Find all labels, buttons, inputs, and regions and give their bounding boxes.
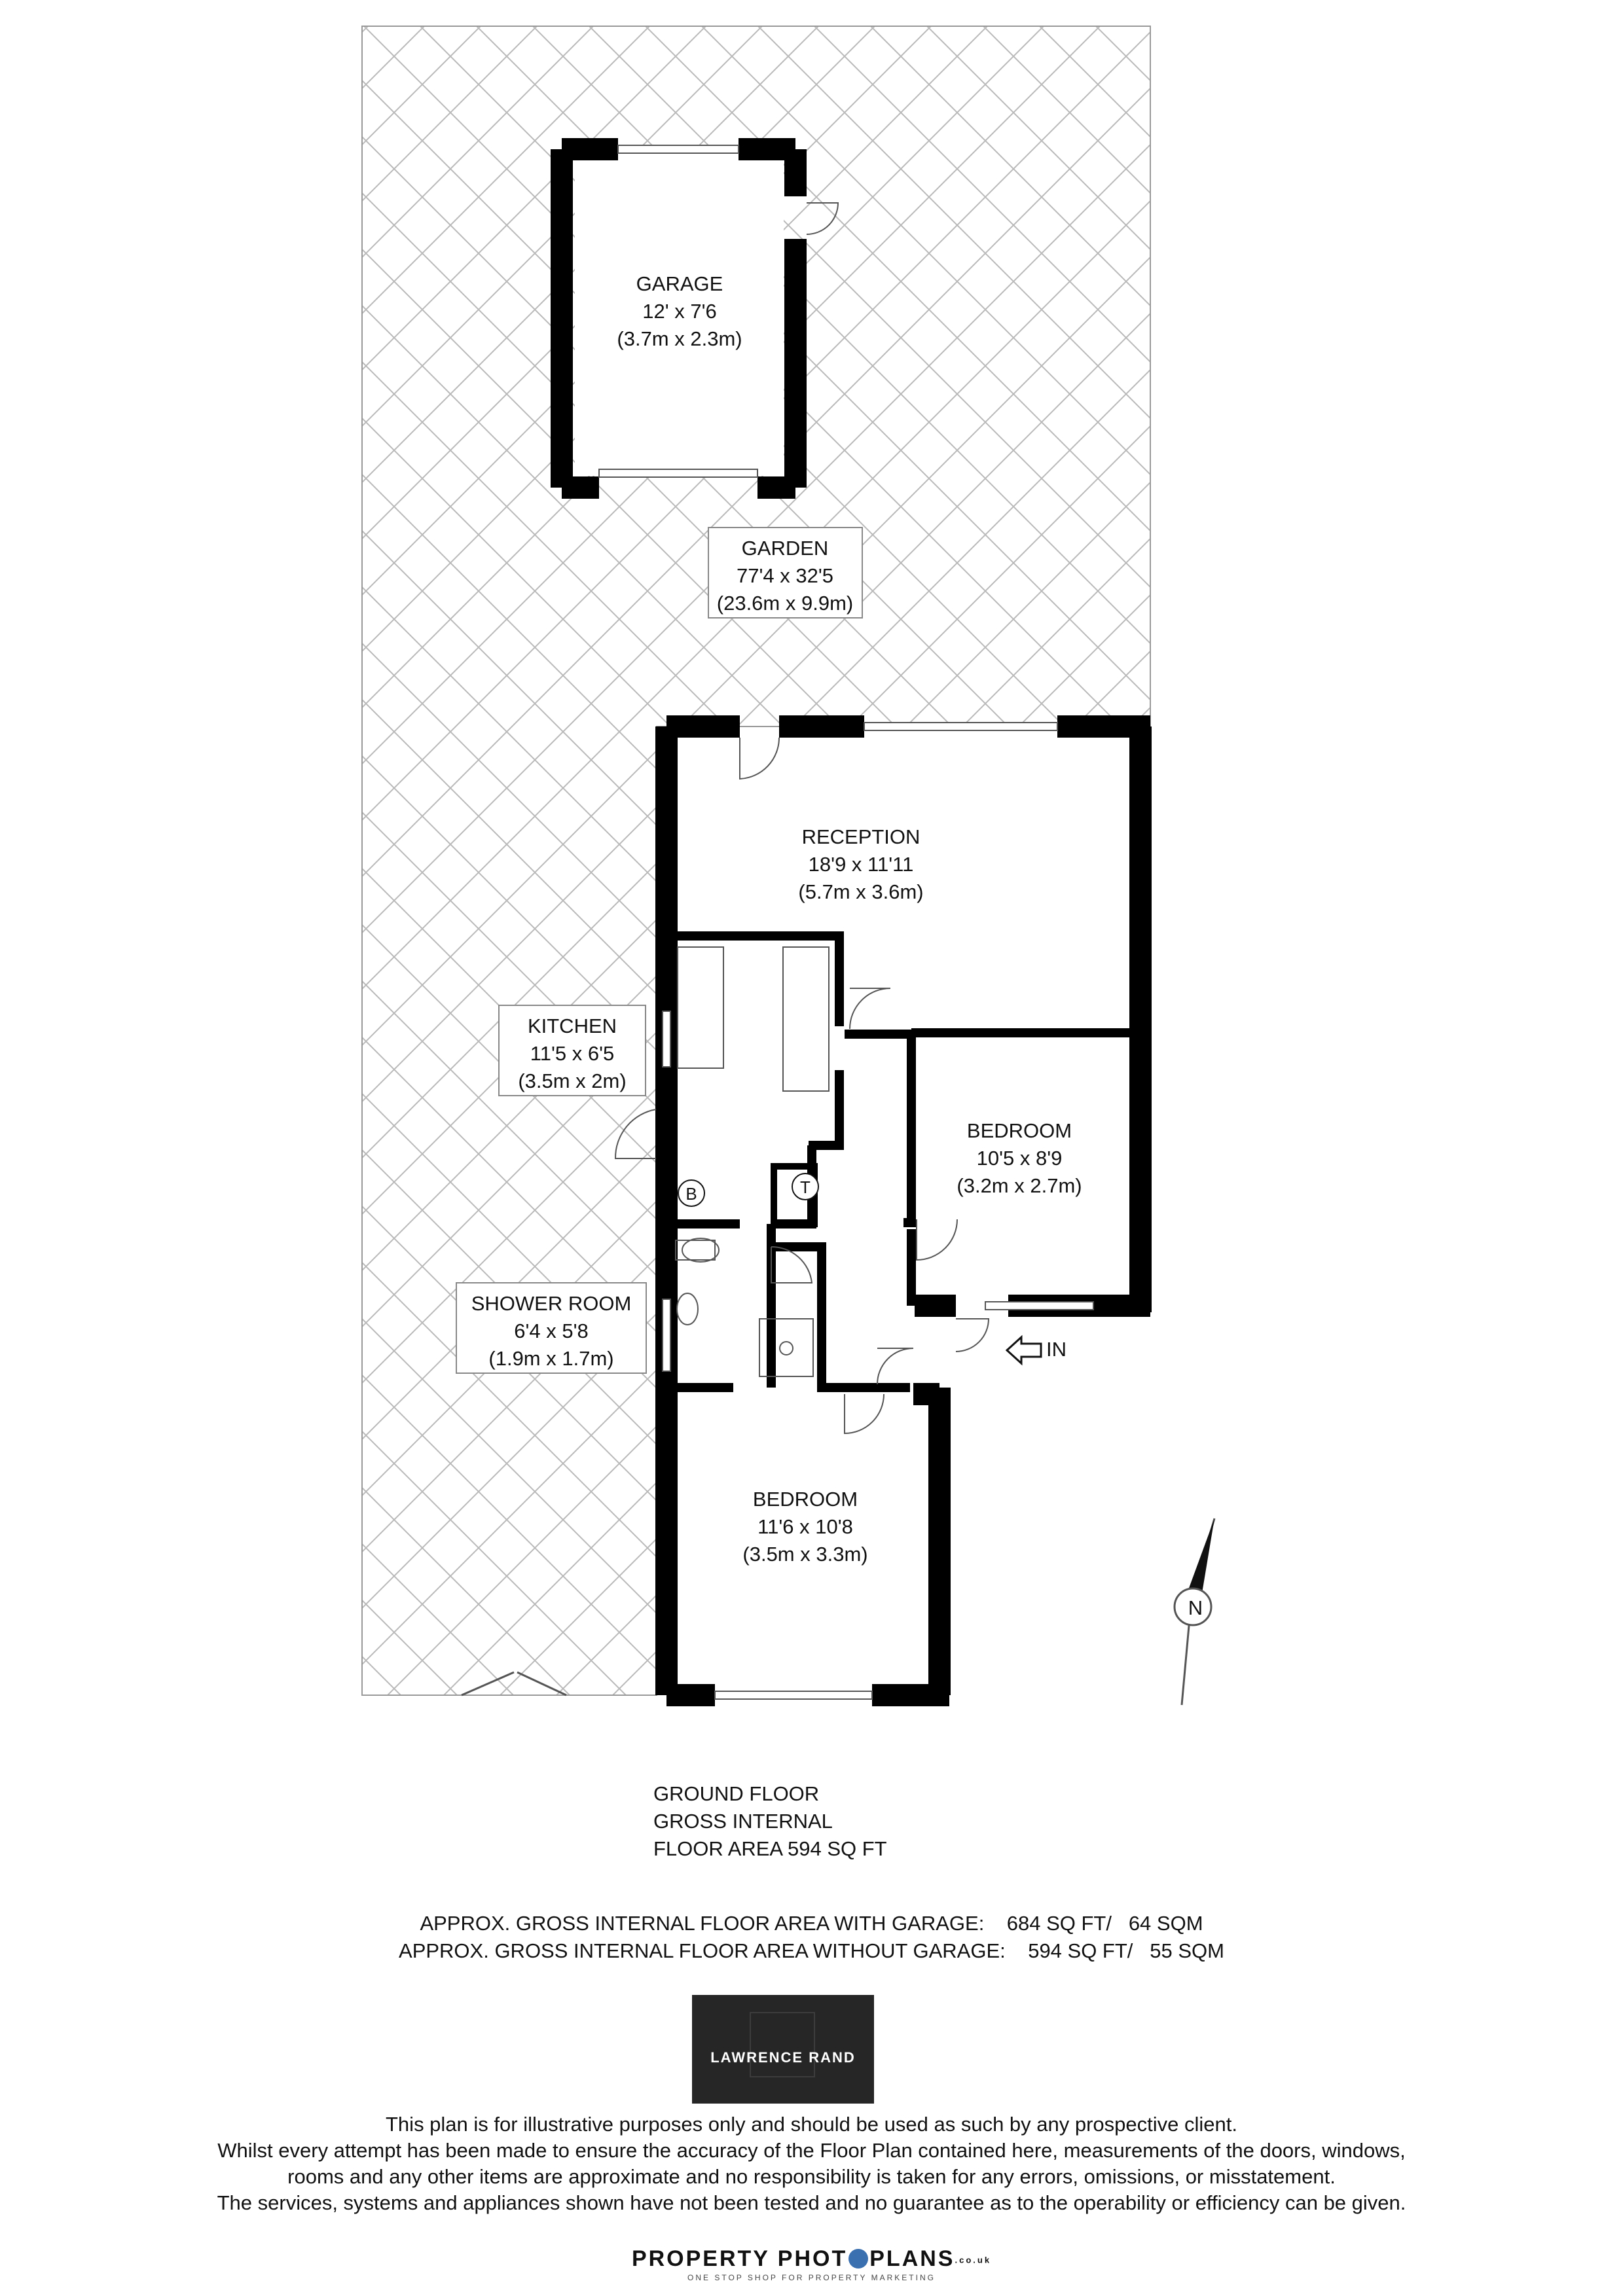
kitchen-window	[663, 1011, 670, 1067]
svg-text:SHOWER ROOM: SHOWER ROOM	[471, 1292, 632, 1315]
room-label-garden	[708, 528, 862, 618]
floor-summary-line: GROSS INTERNAL	[653, 1810, 833, 1833]
svg-text:(3.2m x 2.7m): (3.2m x 2.7m)	[957, 1174, 1082, 1197]
area-with-garage: APPROX. GROSS INTERNAL FLOOR AREA WITH GARAGE: 684 SQ FT/ 64 SQM	[420, 1912, 1203, 1935]
room-label-bedroom-2	[742, 1488, 867, 1566]
svg-text:11'5 x 6'5: 11'5 x 6'5	[530, 1042, 615, 1065]
svg-text:GARAGE: GARAGE	[636, 272, 723, 295]
svg-text:(3.7m x 2.3m): (3.7m x 2.3m)	[617, 327, 742, 350]
porch-door	[956, 1319, 989, 1352]
svg-text:B: B	[685, 1184, 697, 1204]
svg-text:T: T	[800, 1177, 811, 1197]
brand-word-2: PLANS	[869, 2246, 955, 2271]
agent-logo	[692, 1995, 874, 2104]
entrance-label: IN	[1046, 1338, 1067, 1361]
bedroom-window-east	[985, 1302, 1093, 1310]
area-totals	[0, 1910, 1623, 1965]
svg-text:(3.5m x 2m): (3.5m x 2m)	[518, 1069, 627, 1092]
svg-text:(23.6m x 9.9m): (23.6m x 9.9m)	[716, 592, 854, 615]
disclaimer-line: Whilst every attempt has been made to ensure the accuracy of the Floor Plan contained here, measurements of the doors, windows,	[217, 2139, 1406, 2162]
reception-patio-window	[864, 723, 1057, 730]
svg-text:BEDROOM: BEDROOM	[752, 1488, 858, 1511]
north-label: N	[1188, 1596, 1203, 1619]
floor-summary	[653, 1780, 887, 1863]
globe-icon	[848, 2249, 868, 2269]
room-label-shower-room	[456, 1283, 646, 1373]
floor-summary-line: FLOOR AREA 594 SQ FT	[653, 1837, 887, 1860]
svg-text:77'4 x 32'5: 77'4 x 32'5	[736, 564, 834, 587]
garage-window	[618, 145, 739, 153]
svg-text:KITCHEN: KITCHEN	[527, 1014, 617, 1037]
svg-text:BEDROOM: BEDROOM	[966, 1119, 1072, 1142]
brand-word-1: PROPERTY PHOT	[631, 2246, 848, 2271]
svg-text:(3.5m x 3.3m): (3.5m x 3.3m)	[742, 1543, 868, 1566]
room-label-reception	[798, 825, 923, 903]
garage-door	[599, 469, 757, 477]
entrance-arrow-icon	[1007, 1337, 1041, 1363]
logo-mark-icon	[750, 2012, 815, 2077]
shower-window	[663, 1299, 670, 1371]
bedroom-window-south	[715, 1691, 872, 1699]
svg-text:18'9 x 11'11: 18'9 x 11'11	[808, 853, 914, 876]
brand-footer	[0, 2246, 1623, 2282]
disclaimer-line: The services, systems and appliances shown have not been tested and no guarantee as to the operability or efficiency can be given.	[217, 2191, 1406, 2214]
disclaimer-line: This plan is for illustrative purposes only and should be used as such by any prospective client.	[386, 2113, 1237, 2136]
svg-text:(1.9m x 1.7m): (1.9m x 1.7m)	[488, 1347, 614, 1370]
disclaimer-line: rooms and any other items are approximate and no responsibility is taken for any errors, omissions, or misstatement.	[287, 2165, 1336, 2188]
svg-text:10'5 x 8'9: 10'5 x 8'9	[976, 1147, 1063, 1170]
disclaimer	[0, 2111, 1623, 2216]
area-without-garage: APPROX. GROSS INTERNAL FLOOR AREA WITHOUT GARAGE: 594 SQ FT/ 55 SQM	[399, 1939, 1224, 1962]
room-label-kitchen	[499, 1005, 646, 1096]
svg-text:6'4 x 5'8: 6'4 x 5'8	[514, 1319, 589, 1342]
svg-text:RECEPTION: RECEPTION	[801, 825, 921, 848]
brand-tagline: ONE STOP SHOP FOR PROPERTY MARKETING	[687, 2273, 936, 2282]
svg-text:11'6 x 10'8: 11'6 x 10'8	[757, 1515, 853, 1538]
brand-suffix: .co.uk	[955, 2255, 992, 2265]
floor-summary-line: GROUND FLOOR	[653, 1782, 820, 1805]
logo-name: LAWRENCE RAND	[710, 2049, 856, 2066]
svg-text:(5.7m x 3.6m): (5.7m x 3.6m)	[798, 880, 924, 903]
svg-text:12' x 7'6: 12' x 7'6	[642, 300, 717, 323]
svg-text:GARDEN: GARDEN	[741, 537, 829, 560]
